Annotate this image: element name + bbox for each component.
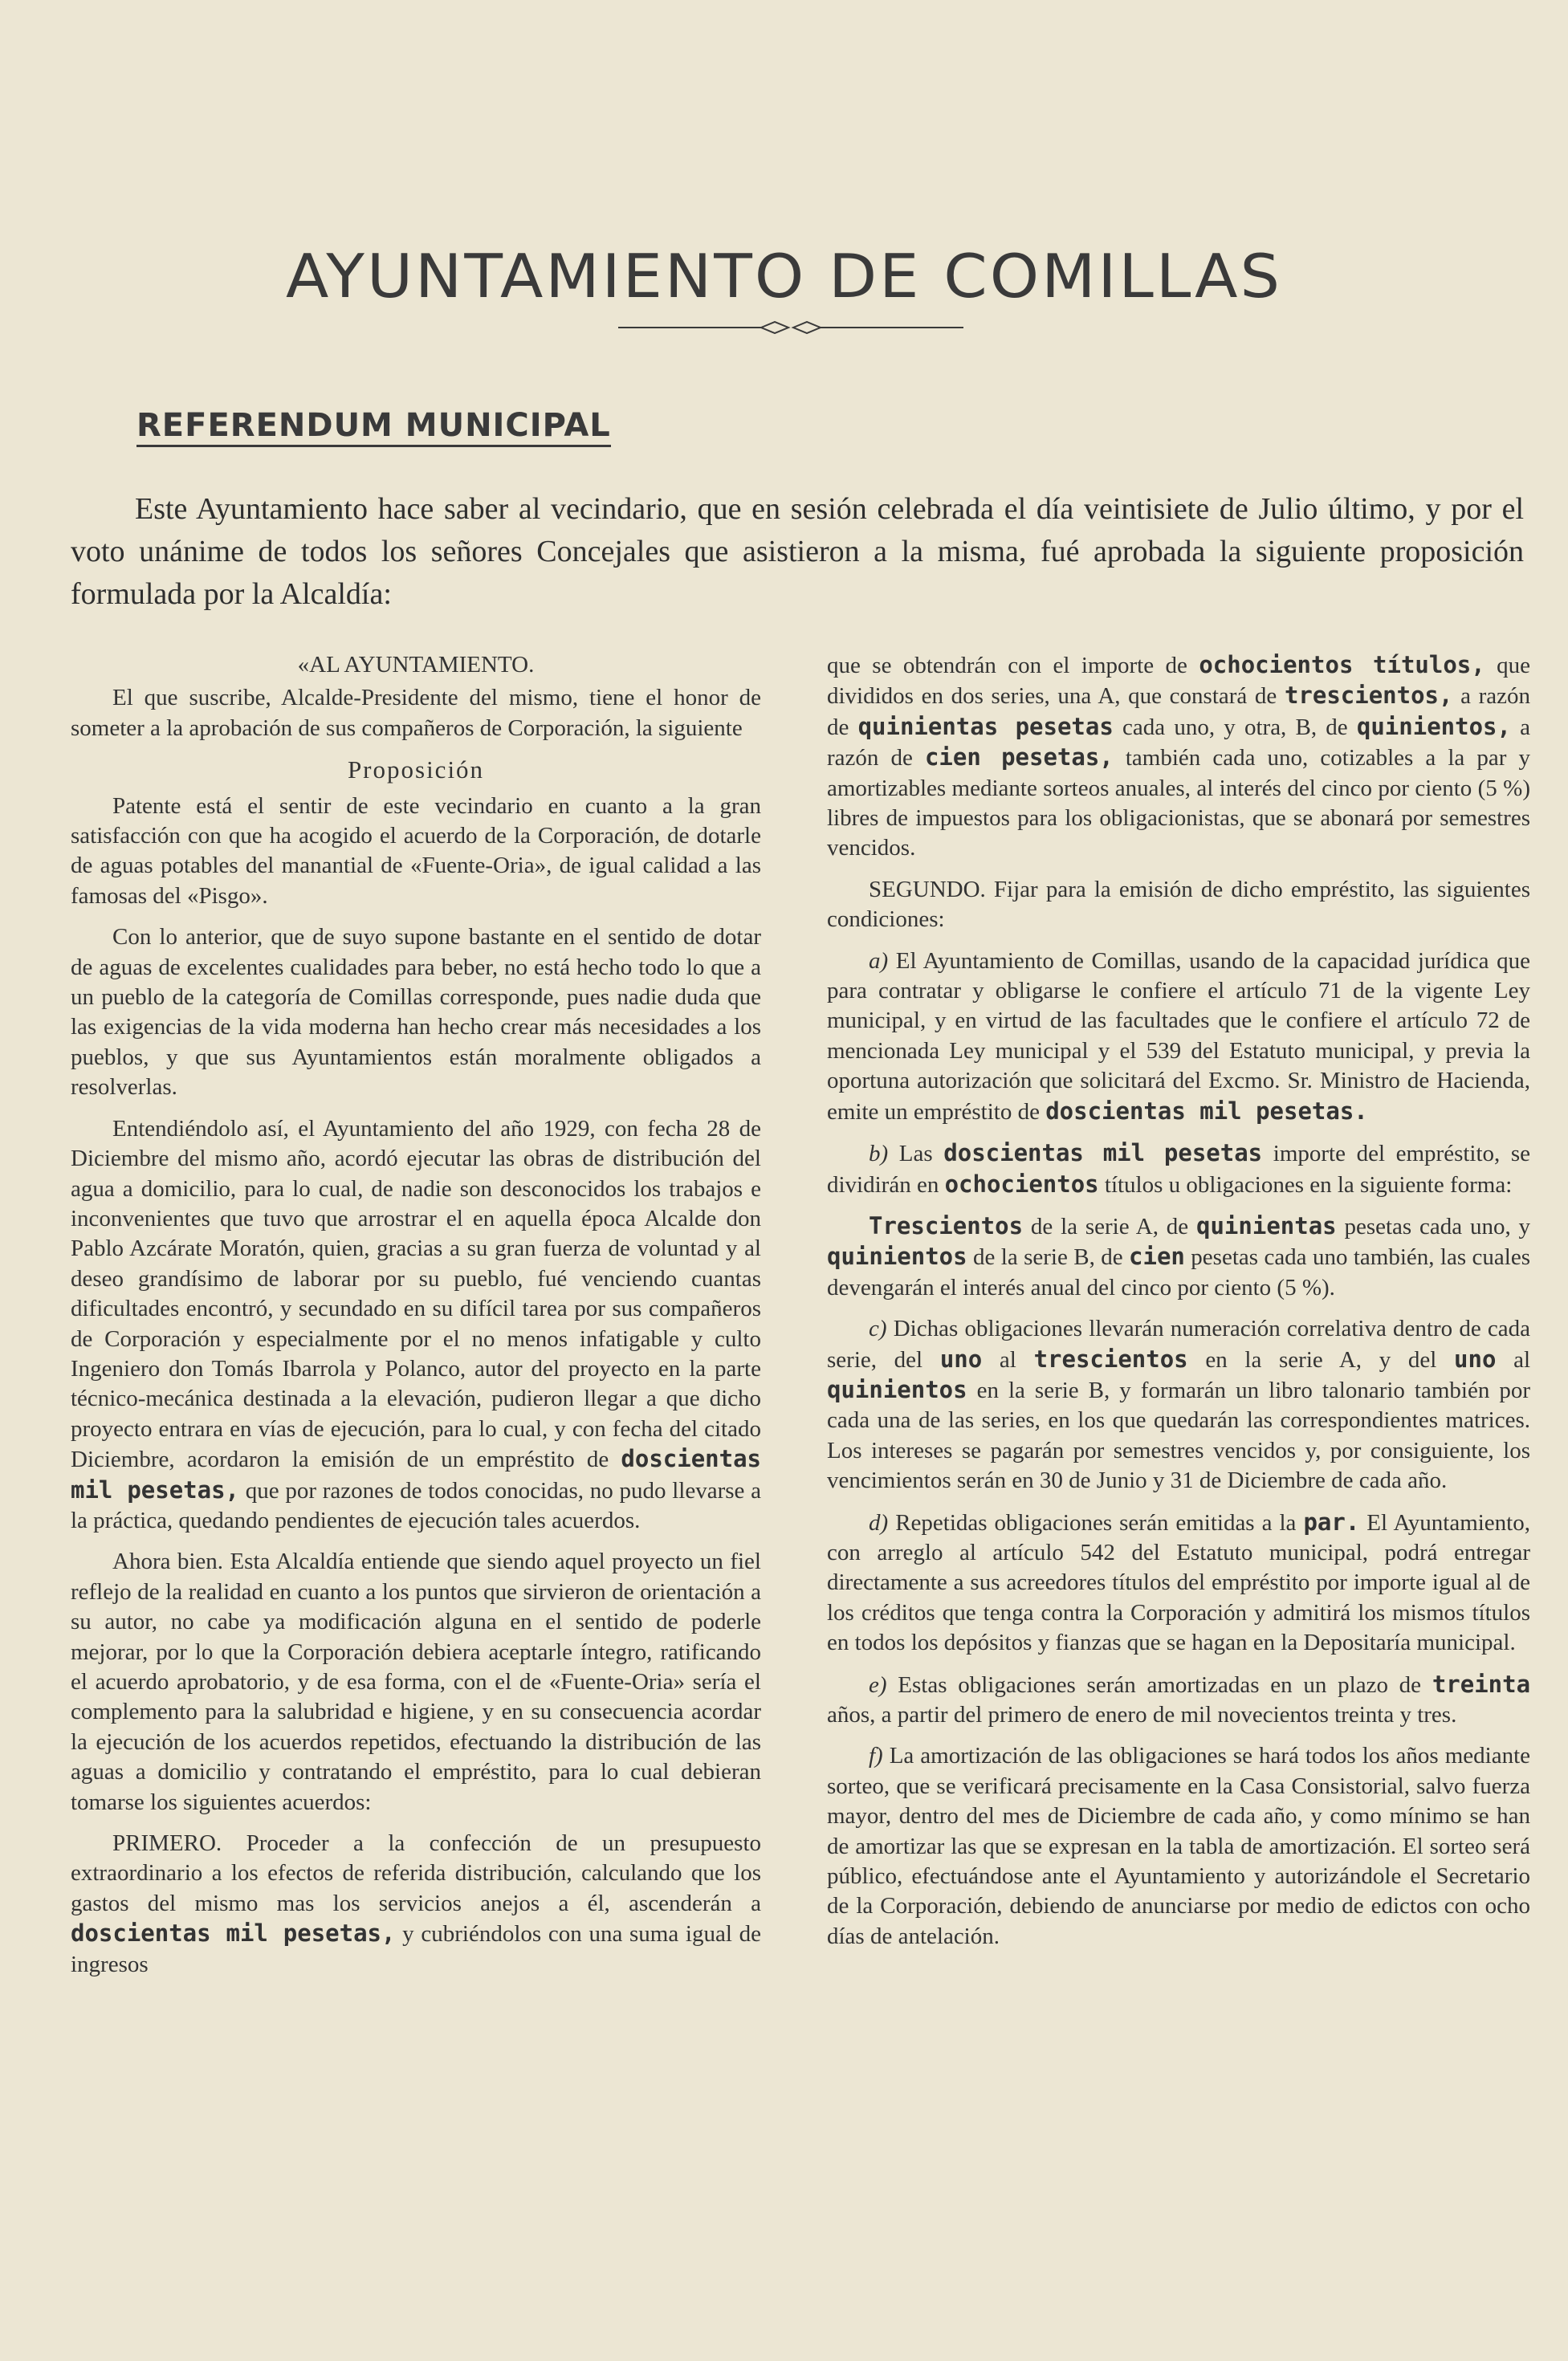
paragraph-suscribe: El que suscribe, Alcalde-Presidente del mismo, tiene el honor de someter a la aprobación de sus compañeros de Corporación, la siguiente bbox=[71, 685, 761, 741]
title-ornament bbox=[618, 318, 963, 337]
intro-paragraph: Este Ayuntamiento hace saber al vecindario, que en sesión celebrada el día veintisiete de Julio último, y por el voto unánime de todos los señores Concejales que asistieron a la misma, fué aprobada la siguiente proposición formulada por la Alcaldía: bbox=[71, 492, 1524, 611]
amount-emphasis: doscientas mil pesetas, bbox=[71, 1919, 396, 1948]
condition-f: f) La amortización de las obligaciones se hará todos los años mediante sorteo, que se verificará precisamente en la Casa Consistorial, salvo fuerza mayor, dentro del mes de Diciembre de cada año, y como mínimo se han de amortizar las que se expresan en la tabla de amortización. El sorteo será público, efectuándose ante el Ayuntamiento y autorizándole el Secretario de la Corporación, debiendo de anunciarse por medio de edictos con ocho días de antelación. bbox=[827, 1743, 1530, 1949]
paragraph-patente: Patente está el sentir de este vecindario en cuanto a la gran satisfacción con que ha acogido el acuerdo de la Corporación, de dotarle de aguas potables del manantial de «Fuente-Oria», de igual calidad a las famosas del «Pisgo». bbox=[71, 792, 761, 909]
section-heading: REFERENDUM MUNICIPAL bbox=[136, 408, 611, 447]
paragraph-anterior: Con lo anterior, que de suyo supone bastante en el sentido de dotar de aguas de excelentes cualidades para beber, no está hecho todo lo que a un pueblo de la categoría de Comillas corresponde, pues nadie duda que las exigencias de la vida moderna han hecho crear más necesidades a los pueblos, y que sus Ayuntamientos están moralmente obligados a resolverlas. bbox=[71, 924, 761, 1101]
condition-e: e) Estas obligaciones serán amortizadas en un plazo de treinta años, a partir del primero de enero de mil novecientos treinta y tres. bbox=[827, 1670, 1531, 1728]
proposition-heading: Proposición bbox=[347, 755, 485, 784]
paragraph-ahora-bien: Ahora bien. Esta Alcaldía entiende que siendo aquel proyecto un fiel reflejo de la realidad en cuanto a los puntos que sirvieron de orientación a su autor, no cabe ya modificación alguna en el sentido de poderle mejorar, por lo que la Corporación debiera aceptarle íntegro, ratificando el acuerdo aprobatorio, y de esa forma, con el de «Fuente-Oria» sería el complemento para la salubridad e higiene, y en su consecuencia acordar la ejecución de los acuerdos repetidos, efectuando la distribución de las aguas a domicilio y contratando el empréstito, para lo cual debieran tomarse los siguientes acuerdos: bbox=[71, 1549, 761, 1815]
paragraph-segundo: SEGUNDO. Fijar para la emisión de dicho empréstito, las siguientes condiciones: bbox=[827, 876, 1530, 933]
page-title: AYUNTAMIENTO DE COMILLAS bbox=[286, 242, 1282, 312]
salutation: «AL AYUNTAMIENTO. bbox=[297, 652, 535, 678]
series-distribution: Trescientos de la serie A, de quinientas pesetas cada uno, y quinientos de la serie B, de cien pesetas cada uno también, las cuales devengarán el interés anual del cinco por ciento (5 %). bbox=[827, 1211, 1531, 1301]
condition-d: d) Repetidas obligaciones serán emitidas a la par. El Ayuntamiento, con arreglo al artículo 542 del Estatuto municipal, podrá entregar directamente a sus acreedores títulos del empréstito por importe igual al de los créditos que tenga contra la Corporación y admitirá los mismos títulos en todos los depósitos y fianzas que se hagan en la Depositaría municipal. bbox=[827, 1508, 1530, 1656]
left-column bbox=[71, 650, 761, 1980]
paragraph-primero: PRIMERO. Proceder a la confección de un presupuesto extraordinario a los efectos de referida distribución, calculando que los gastos del mismo mas los servicios anejos a él, ascenderán a doscientas mil pesetas, y cubriéndolos con una suma igual de ingresos bbox=[71, 1830, 761, 1977]
condition-a: a) El Ayuntamiento de Comillas, usando de la capacidad jurídica que para contratar y obligarse le confiere el artículo 71 de la vigente Ley municipal, y en virtud de las facultades que le confiere el artículo 72 de mencionada Ley municipal y el 539 del Estatuto municipal, y previa la oportuna autorización que solicitará del Excmo. Sr. Ministro de Hacienda, emite un empréstito de doscientas mil pesetas. bbox=[827, 947, 1530, 1125]
amount-emphasis: doscientas mil pesetas, bbox=[71, 1445, 762, 1504]
condition-b: b) Las doscientas mil pesetas importe del empréstito, se dividirán en ochocientos títulos u obligaciones en la siguiente forma: bbox=[827, 1139, 1531, 1198]
right-column bbox=[827, 650, 1530, 1952]
paragraph-titulos: que se obtendrán con el importe de ochocientos títulos, que divididos en dos series, una A, que constará de trescientos, a razón de quinientas pesetas cada uno, y otra, B, de quinientos, a razón de cien pesetas, también cada uno, cotizables a la par y amortizables mediante sorteos anuales, al interés del cinco por ciento (5 %) libres de impuestos para los obligacionistas, que se abonará por semestres vencidos. bbox=[827, 651, 1531, 861]
paragraph-entendiendolo: Entendiéndolo así, el Ayuntamiento del año 1929, con fecha 28 de Diciembre del mismo año, acordó ejecutar las obras de distribución del agua a domicilio, para lo cual, de nadie son desconocidos los trabajos e inconvenientes que tuvo que arrostrar el en aquella época Alcalde don Pablo Azcárate Moratón, quien, gracias a su gran fuerza de voluntad y al deseo grandísimo de laborar por su pueblo, fué venciendo cuantas dificultades encontró, y secundado en su difícil tarea por sus compañeros de Corporación y especialmente por el no menos infatigable y culto Ingeniero don Tomás Ibarrola y Polanco, autor del proyecto en la parte técnico-mecánica destinada a la elevación, pudieron llegar a que dicho proyecto entrara en vías de ejecución, para lo cual, y con fecha del citado Diciembre, acordaron la emisión de un empréstito de doscientas mil pesetas, que por razones de todos conocidas, no pudo llevarse a la práctica, quedando pendientes de ejecución tales acuerdos. bbox=[71, 1115, 762, 1533]
condition-c: c) Dichas obligaciones llevarán numeración correlativa dentro de cada serie, del uno al trescientos en la serie A, y del uno al quinientos en la serie B, y formarán un libro talonario también por cada una de las series, en los que quedarán las correspondientes matrices. Los intereses se pagarán por semestres vencidos y, por consiguiente, los vencimientos serán en 30 de Junio y 31 de Diciembre de cada año. bbox=[827, 1316, 1531, 1494]
